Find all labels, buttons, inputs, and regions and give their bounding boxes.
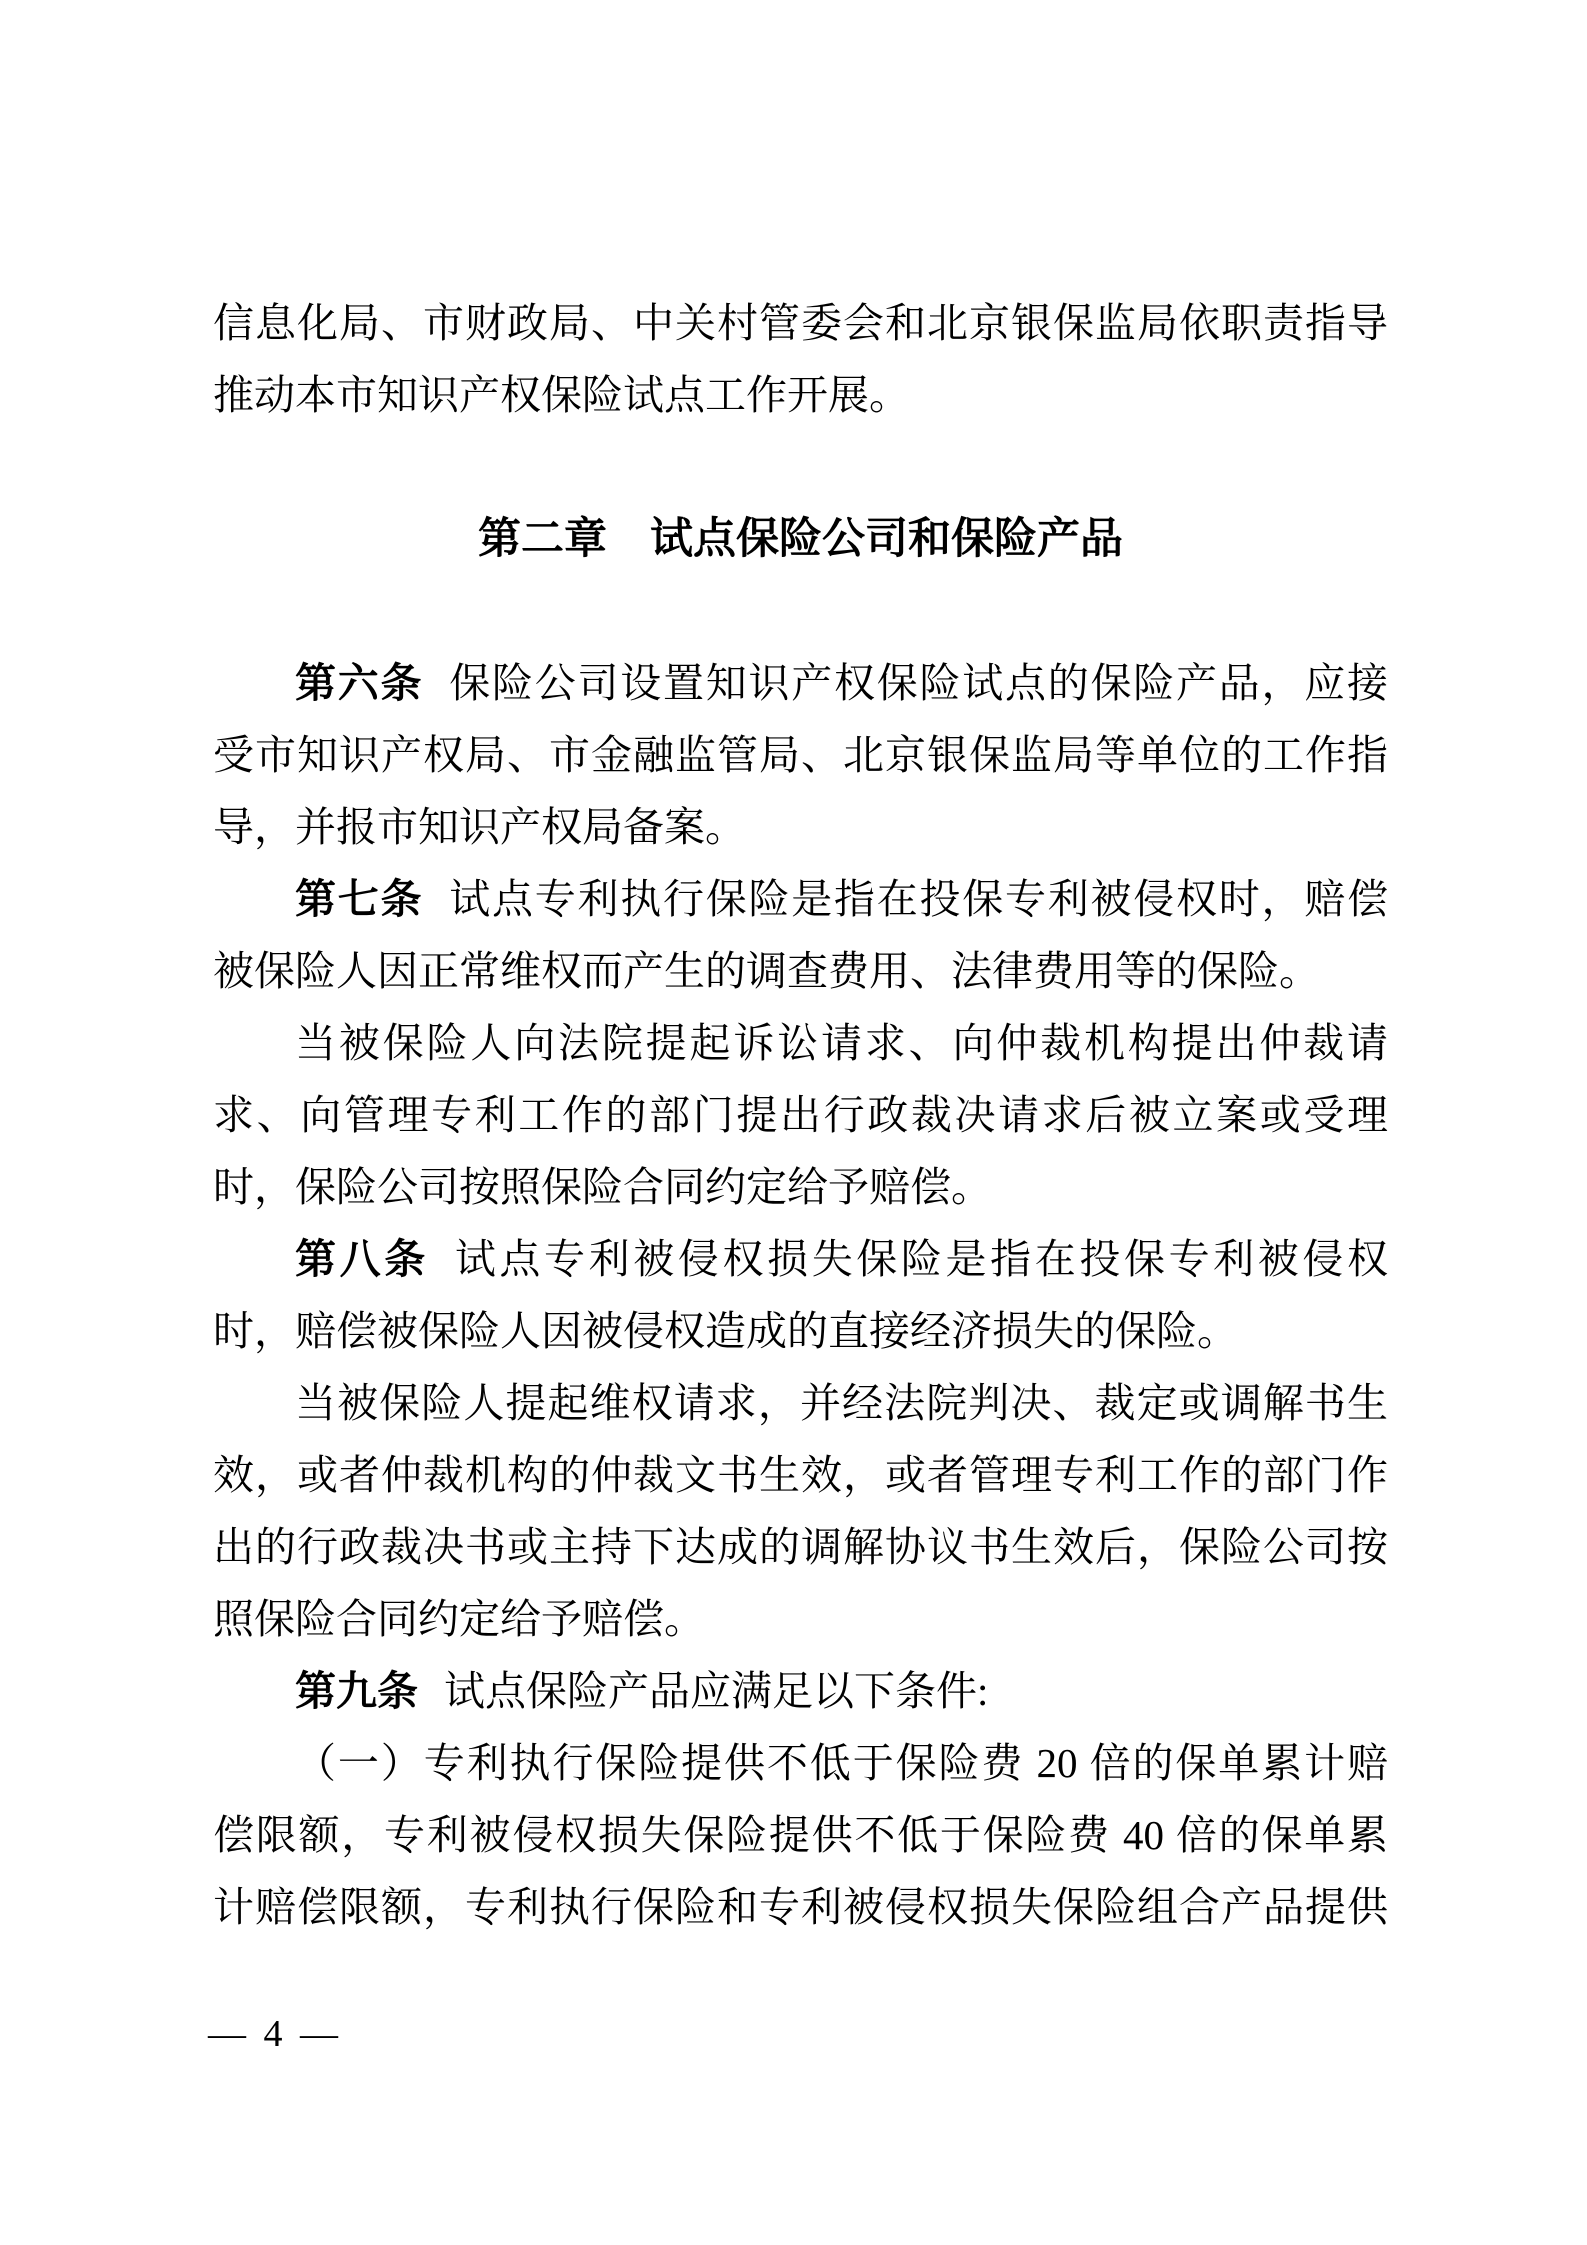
body-line: 求、向管理专利工作的部门提出行政裁决请求后被立案或受理 [213, 1092, 1388, 1138]
body-line: 推动本市知识产权保险试点工作开展。 [213, 372, 910, 418]
body-line: 时，赔偿被保险人因被侵权造成的直接经济损失的保险。 [213, 1308, 1238, 1354]
body-line [213, 1223, 1388, 1295]
body-line [213, 647, 1388, 719]
body-line: 导，并报市知识产权局备案。 [213, 804, 746, 850]
body-line: 当被保险人提起维权请求，并经法院判决、裁定或调解书生 [295, 1380, 1388, 1426]
body-line: 信息化局、市财政局、中关村管委会和北京银保监局依职责指导 [213, 300, 1388, 346]
line-text: 试点专利执行保险是指在投保专利被侵权时，赔偿 [449, 876, 1388, 922]
body-line: 被保险人因正常维权而产生的调查费用、法律费用等的保险。 [213, 948, 1320, 994]
body-line: 当被保险人向法院提起诉讼请求、向仲裁机构提出仲裁请 [295, 1020, 1388, 1066]
body-line: 时，保险公司按照保险合同约定给予赔偿。 [213, 1164, 992, 1210]
article-label: 第七条 [295, 876, 424, 922]
page-number: — 4 — [208, 2013, 338, 2055]
line-text: 保险公司设置知识产权保险试点的保险产品，应接 [449, 660, 1388, 706]
body-line: 出的行政裁决书或主持下达成的调解协议书生效后，保险公司按 [213, 1524, 1388, 1570]
body-line: 偿限额，专利被侵权损失保险提供不低于保险费 40 倍的保单累 [213, 1812, 1388, 1858]
article-label: 第九条 [295, 1668, 418, 1714]
article-label: 第六条 [295, 660, 424, 706]
line-text: 试点保险产品应满足以下条件: [444, 1668, 989, 1714]
body-line: 效，或者仲裁机构的仲裁文书生效，或者管理专利工作的部门作 [213, 1452, 1388, 1498]
body-line: 受市知识产权局、市金融监管局、北京银保监局等单位的工作指 [213, 732, 1388, 778]
body-line: 照保险合同约定给予赔偿。 [213, 1596, 705, 1642]
chapter-heading: 第二章 试点保险公司和保险产品 [478, 515, 1123, 563]
article-label: 第八条 [295, 1236, 429, 1282]
body-line: （一）专利执行保险提供不低于保险费 20 倍的保单累计赔 [295, 1740, 1388, 1786]
body-line: 计赔偿限额，专利执行保险和专利被侵权损失保险组合产品提供 [213, 1884, 1388, 1930]
body-line [213, 1655, 1388, 1727]
document-body [213, 287, 1388, 1943]
line-text: 试点专利被侵权损失保险是指在投保专利被侵权 [454, 1236, 1388, 1282]
body-line [213, 863, 1388, 935]
